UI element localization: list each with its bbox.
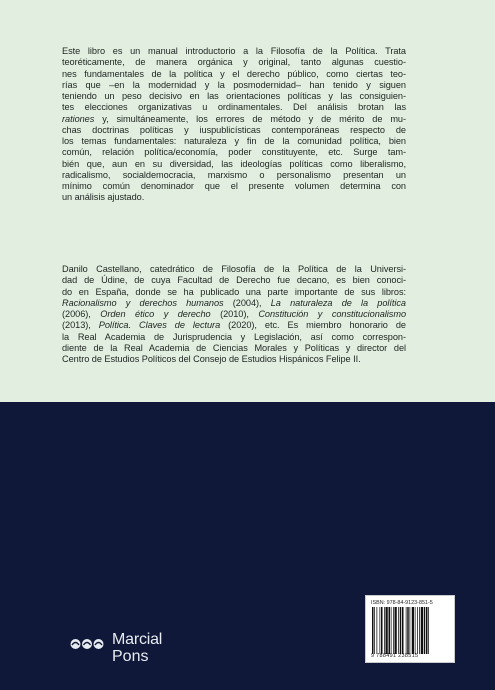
text-line (62, 320, 406, 331)
text-segment: rías que –en la modernidad y la posmodernidad– han tenido y siguen (62, 79, 406, 90)
italic-title-text: Orden ético y derecho (100, 309, 211, 319)
text-segment: bién que, aun en su diversidad, las ideologías políticas como liberalismo, (62, 158, 406, 169)
italic-title-text: Racionalismo y derechos humanos (62, 297, 224, 308)
italic-title-text: Constitución y constitucionalismo (258, 309, 406, 319)
text-line (62, 192, 406, 203)
text-segment: diente de la Real Academia de Ciencias Morales y Políticas y director del (62, 342, 406, 353)
text-segment: mínimo común denominador que el presente volumen determina con (62, 181, 406, 191)
publisher-name-line1: Marcial (112, 631, 163, 648)
text-line (62, 57, 406, 68)
text-line (62, 309, 406, 320)
text-line (62, 332, 406, 343)
text-segment: (2006), (62, 309, 101, 319)
text-line (62, 264, 406, 275)
text-segment: (2010), (210, 309, 259, 319)
text-line (62, 80, 406, 91)
text-line (62, 91, 406, 102)
author-bio-paragraph (62, 264, 406, 365)
text-segment: (2004), (223, 297, 271, 308)
isbn-number: ISBN: 978-84-9123-851-5 (371, 600, 433, 606)
text-segment: (2013), (62, 320, 99, 331)
isbn-barcode-label (365, 595, 455, 663)
text-segment: y, simultáneamente, los errores de método y de mérito de mu- (94, 113, 406, 124)
text-segment: Danilo Castellano, catedrático de Filosofía de la Política de la Universi- (62, 264, 406, 274)
text-segment: Centro de Estudios Políticos del Consejo de Estudios Hispánicos Felipe II. (62, 354, 361, 364)
barcode-icon (371, 607, 451, 654)
text-segment: nes fundamentales de la política y el derecho público, como ciertas teo- (62, 68, 406, 79)
text-segment: teniendo un peso decisivo en las orientaciones políticas y las consiguien- (62, 91, 406, 101)
italic-title-text: Política. Claves de lectura (98, 320, 221, 331)
italic-title-text: La naturaleza de la política (270, 297, 406, 308)
publisher-logo (70, 631, 180, 665)
italic-title-text: rationes (62, 113, 95, 124)
text-segment: (2020), etc. Es miembro honorario de (220, 320, 406, 331)
text-segment: dad de Údine, de cuya Facultad de Derecho fue decano, es bien conoci- (62, 275, 406, 286)
publisher-logo-mark-icon (70, 638, 104, 650)
text-segment: radicalismo, socialdemocracia, marxismo o personalismo presentan un (62, 169, 406, 180)
text-segment: común, relación política/economía, poder constituyente, etc. Surge tam- (62, 147, 406, 158)
text-segment: la Real Academia de Jurisprudencia y Legislación, así como correspon- (62, 331, 406, 342)
text-line (62, 159, 406, 170)
text-line (62, 147, 406, 158)
text-line (62, 287, 406, 298)
text-line (62, 181, 406, 192)
barcode-digits: 9 788491 238515 (371, 653, 419, 659)
synopsis-paragraph (62, 46, 406, 204)
text-line (62, 136, 406, 147)
publisher-name-line2: Pons (112, 648, 149, 665)
text-segment: chas doctrinas políticas y iuspublicísticas contemporáneas respecto de (62, 124, 406, 135)
text-line (62, 102, 406, 113)
text-line (62, 46, 406, 57)
text-segment: do en España, donde se ha publicado una parte importante de sus libros: (62, 286, 406, 297)
text-segment: Este libro es un manual introductorio a la Filosofía de la Política. Trata (62, 46, 406, 56)
text-line (62, 170, 406, 181)
text-line (62, 125, 406, 136)
text-segment: tes elecciones organizativas u ordinamentales. Del análisis brotan las (62, 102, 406, 113)
text-line (62, 69, 406, 80)
text-segment: un análisis ajustado. (62, 192, 145, 203)
text-line (62, 354, 406, 365)
text-line (62, 114, 406, 125)
text-line (62, 298, 406, 309)
text-segment: teoréticamente, de manera orgánica y original, tanto algunas cuestio- (62, 57, 406, 68)
text-line (62, 343, 406, 354)
text-segment: los temas fundamentales: naturaleza y fin de la comunidad política, bien (62, 136, 406, 146)
text-line (62, 275, 406, 286)
